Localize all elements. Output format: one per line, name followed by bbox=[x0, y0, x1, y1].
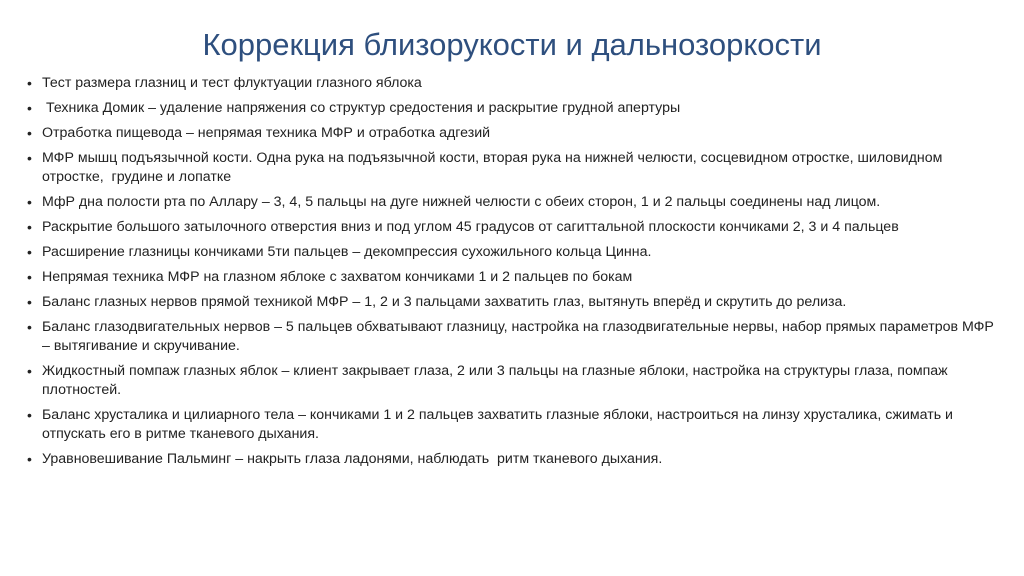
bullet-item bbox=[24, 406, 1004, 444]
bullet-item bbox=[24, 124, 1004, 143]
slide-title: Коррекция близорукости и дальнозоркости bbox=[202, 27, 822, 62]
bullet-item bbox=[24, 99, 1004, 118]
bullet-icon: • bbox=[27, 451, 32, 467]
bullet-text: МфР дна полости рта по Аллару – 3, 4, 5 пальцы на дуге нижней челюсти с обеих сторон, 1 и 2 пальцы соединены над лицом. bbox=[42, 194, 881, 210]
bullet-list bbox=[24, 74, 1004, 475]
bullet-text: Расширение глазницы кончиками 5ти пальцев – декомпрессия сухожильного кольца Цинна. bbox=[42, 244, 652, 260]
bullet-icon: • bbox=[27, 75, 32, 91]
bullet-text: Уравновешивание Пальминг – накрыть глаза ладонями, наблюдать ритм тканевого дыхания. bbox=[42, 451, 663, 467]
bullet-text: Баланс хрусталика и цилиарного тела – кончиками 1 и 2 пальцев захватить глазные яблоки, настроиться на линзу хрусталика, сжимать и отпускать его в ритме тканевого дыхания. bbox=[42, 407, 957, 442]
bullet-item bbox=[24, 74, 1004, 93]
bullet-item bbox=[24, 268, 1004, 287]
bullet-item bbox=[24, 243, 1004, 262]
bullet-item bbox=[24, 293, 1004, 312]
bullet-text: Раскрытие большого затылочного отверстия вниз и под углом 45 градусов от сагиттальной плоскости кончиками 2, 3 и 4 пальцев bbox=[42, 219, 899, 235]
bullet-text: МФР мышц подъязычной кости. Одна рука на подъязычной кости, вторая рука на нижней челюсти, сосцевидном отростке, шиловидном отростке, грудине и лопатке bbox=[42, 150, 947, 185]
bullet-text: Отработка пищевода – непрямая техника МФР и отработка адгезий bbox=[42, 125, 491, 141]
bullet-icon: • bbox=[27, 244, 32, 260]
bullet-icon: • bbox=[27, 194, 32, 210]
bullet-text: Баланс глазных нервов прямой техникой МФР – 1, 2 и 3 пальцами захватить глаз, вытянуть вперёд и скрутить до релиза. bbox=[42, 294, 847, 310]
bullet-icon: • bbox=[27, 294, 32, 310]
bullet-item bbox=[24, 149, 1004, 187]
bullet-text: Непрямая техника МФР на глазном яблоке с захватом кончиками 1 и 2 пальцев по бокам bbox=[42, 269, 633, 285]
bullet-text: Баланс глазодвигательных нервов – 5 пальцев обхватывают глазницу, настройка на глазодвигательные нервы, набор прямых параметров МФР – вытягивание и скручивание. bbox=[42, 319, 998, 354]
bullet-text: Техника Домик – удаление напряжения со структур средостения и раскрытие грудной апертуры bbox=[42, 100, 681, 116]
bullet-item bbox=[24, 193, 1004, 212]
bullet-icon: • bbox=[27, 269, 32, 285]
bullet-icon: • bbox=[27, 150, 32, 166]
bullet-text: Жидкостный помпаж глазных яблок – клиент закрывает глаза, 2 или 3 пальцы на глазные яблоки, настройка на структуры глаза, помпаж плотностей. bbox=[42, 363, 952, 398]
bullet-item bbox=[24, 362, 1004, 400]
bullet-icon: • bbox=[27, 125, 32, 141]
bullet-text: Тест размера глазниц и тест флуктуации глазного яблока bbox=[42, 75, 422, 91]
bullet-icon: • bbox=[27, 100, 32, 116]
bullet-icon: • bbox=[27, 219, 32, 235]
bullet-icon: • bbox=[27, 363, 32, 379]
bullet-icon: • bbox=[27, 407, 32, 423]
bullet-item bbox=[24, 318, 1004, 356]
bullet-icon: • bbox=[27, 319, 32, 335]
bullet-item bbox=[24, 218, 1004, 237]
bullet-item bbox=[24, 450, 1004, 469]
